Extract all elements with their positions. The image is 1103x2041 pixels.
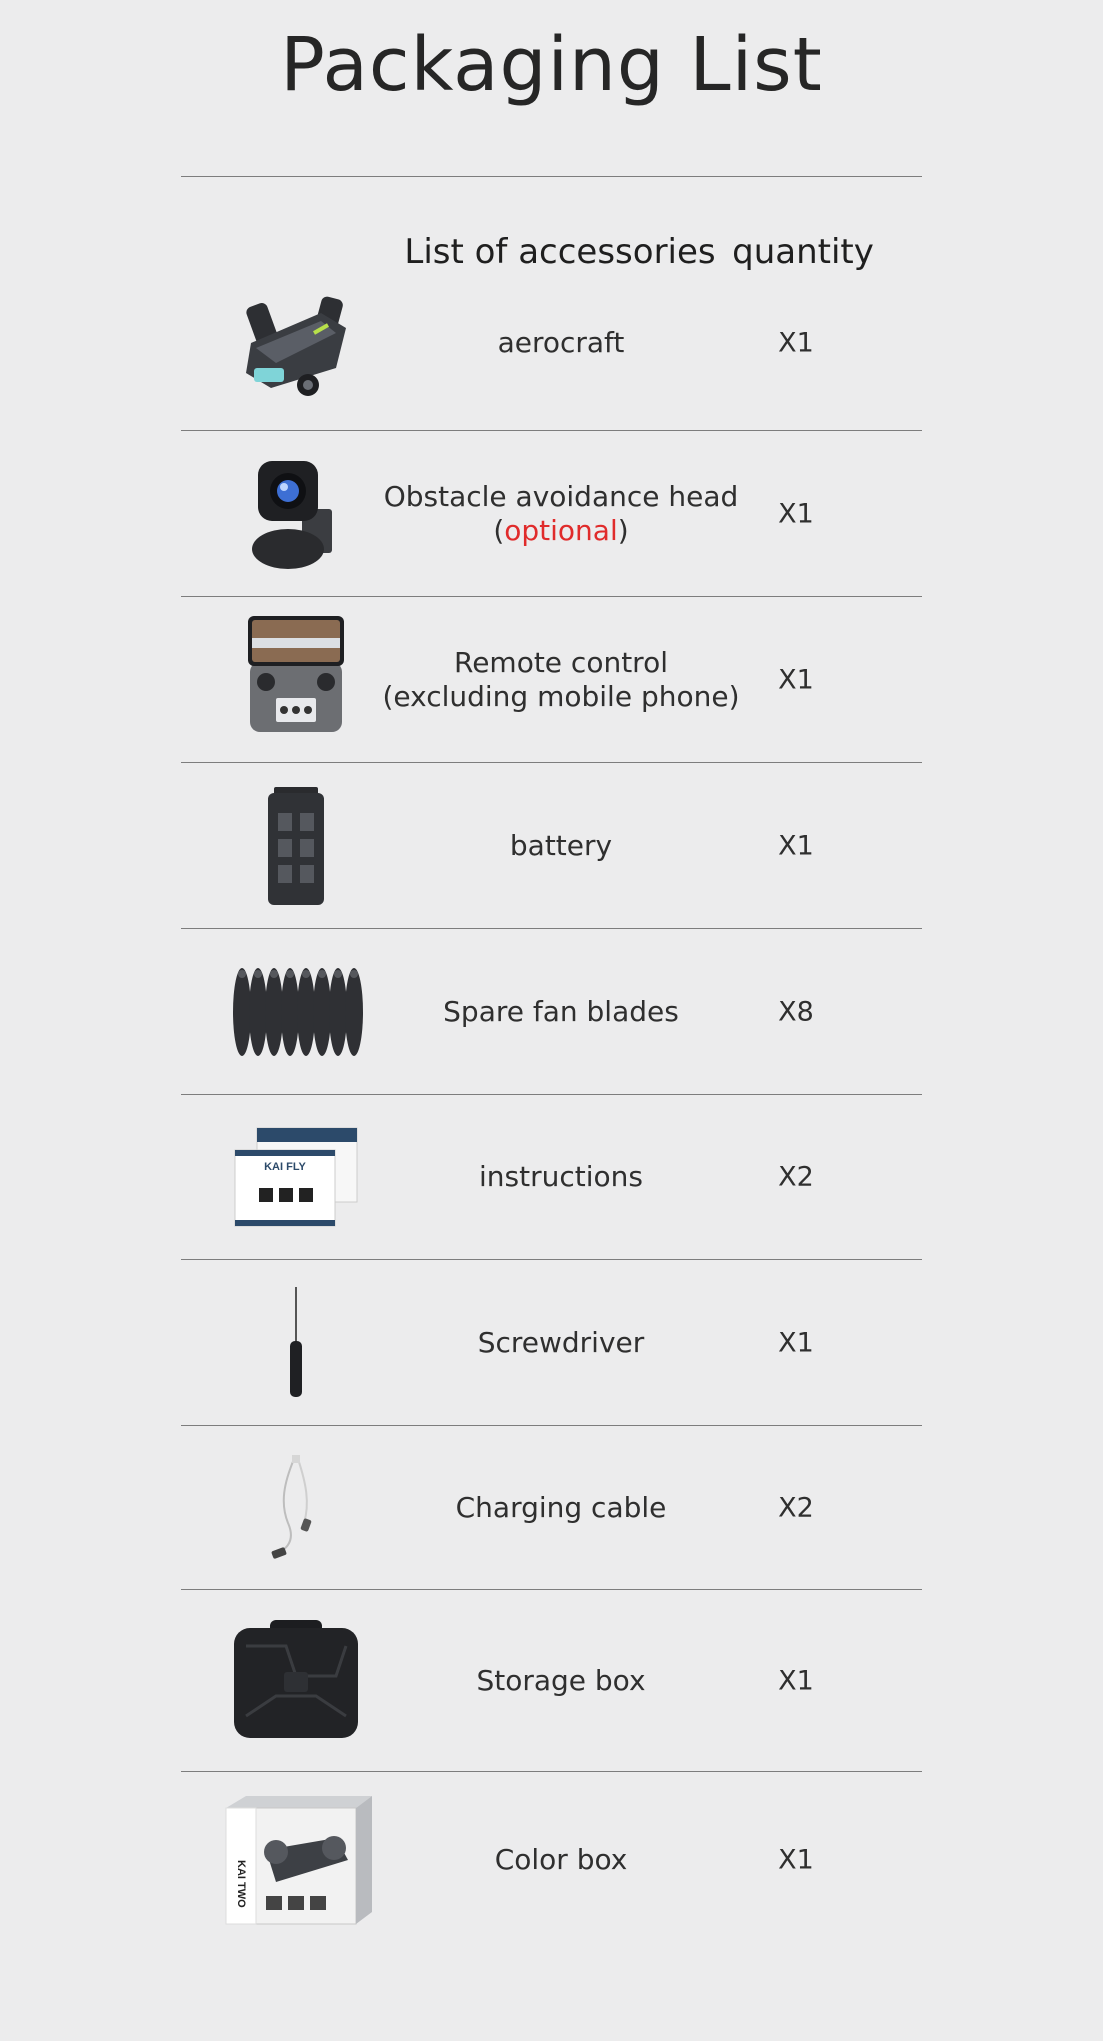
item-quantity: X1 — [778, 498, 814, 529]
column-header-accessories: List of accessories — [404, 232, 716, 272]
item-name: Charging cable — [455, 1490, 667, 1524]
usb-cable-icon — [211, 1426, 381, 1589]
item-name — [381, 480, 741, 548]
item-quantity: X1 — [778, 1327, 814, 1358]
item-name — [381, 646, 741, 714]
divider — [181, 176, 922, 177]
item-name: aerocraft — [497, 325, 625, 359]
item-quantity: X1 — [778, 1844, 814, 1875]
list-item — [181, 1772, 922, 1947]
item-name: battery — [509, 828, 613, 862]
remote-control-icon — [211, 597, 381, 762]
list-item — [181, 1590, 922, 1771]
list-item — [181, 255, 922, 430]
manual-icon — [211, 1095, 381, 1259]
list-item — [181, 1095, 922, 1259]
drone-icon — [211, 255, 381, 430]
page-title: Packaging List — [280, 22, 823, 108]
item-name: Screwdriver — [477, 1325, 645, 1359]
box-logo: KAI TWO — [235, 1859, 247, 1908]
item-quantity: X2 — [778, 1492, 814, 1523]
list-item — [181, 431, 922, 596]
list-item — [181, 763, 922, 928]
paren-open: ( — [493, 513, 505, 547]
item-name-line1: Remote control — [454, 645, 668, 679]
item-quantity: X2 — [778, 1161, 814, 1193]
screwdriver-icon — [211, 1260, 381, 1425]
propeller-blades-icon — [211, 929, 381, 1094]
list-item — [181, 597, 922, 762]
list-item — [181, 1426, 922, 1589]
item-quantity: X1 — [778, 1665, 814, 1696]
list-item — [181, 1260, 922, 1425]
item-name: Spare fan blades — [443, 994, 679, 1028]
battery-icon — [211, 763, 381, 928]
item-quantity: X1 — [778, 327, 814, 358]
item-name-line2: (excluding mobile phone) — [382, 679, 740, 713]
storage-case-icon — [211, 1590, 381, 1771]
obstacle-sensor-icon — [211, 431, 381, 596]
item-quantity: X1 — [778, 664, 814, 695]
list-item — [181, 929, 922, 1094]
item-name-line2 — [381, 514, 741, 548]
item-name: instructions — [479, 1160, 643, 1193]
paren-close: ) — [617, 513, 629, 547]
item-name-line1: Obstacle avoidance head — [383, 479, 739, 513]
item-name: Storage box — [476, 1663, 646, 1697]
column-header-quantity: quantity — [732, 232, 874, 272]
manual-logo: KAI FLY — [264, 1161, 306, 1173]
item-quantity: X1 — [778, 830, 814, 861]
item-quantity: X8 — [778, 996, 814, 1027]
optional-label: optional — [504, 513, 618, 547]
item-name: Color box — [494, 1842, 628, 1876]
color-box-icon — [211, 1772, 381, 1947]
